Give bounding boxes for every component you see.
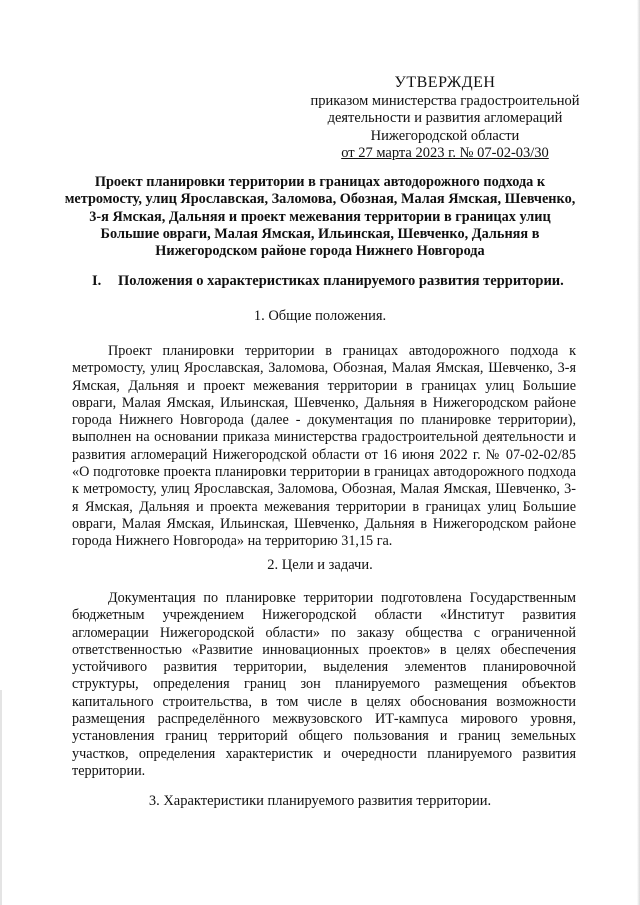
approval-line: приказом министерства градостроительной bbox=[310, 92, 580, 109]
approval-block bbox=[300, 74, 590, 163]
paragraph-goals: Документация по планировке территории подготовлена Государственным бюджетным учреждением Нижегородской области «Институт развития агломерации Нижегородской области» по заказу общества с ограниченной ответственностью «Развитие инновационных проектов» в целях обеспечения устойчивого развития территории, выделения элементов планировочной структуры, определения границ зон планируемого размещения объектов капитального строительства, в том числе в целях обоснования возможности размещения распределённого межвузовского ИТ-кампуса мирового уровня, установления границ территорий общего пользования и границ земельных участков, определения характеристик и очередности планируемого развития территории. bbox=[72, 590, 576, 779]
subsection-characteristics: 3. Характеристики планируемого развития территории. bbox=[148, 793, 492, 809]
section-number: I. bbox=[92, 273, 102, 289]
approval-line: деятельности и развития агломераций bbox=[327, 110, 563, 126]
section-heading bbox=[72, 273, 592, 290]
document-title: Проект планировки территории в границах автодорожного подхода к метромосту, улиц Ярославская, Заломова, Обозная, Малая Ямская, Шевченко, 3-я Ямская, Дальняя и проект межевания территории в границах улиц Большие овраги, Малая Ямская, Ильинская, Шевченко, Дальняя в Нижегородском районе города Нижнего Новгорода bbox=[64, 174, 576, 260]
approval-stamp: УТВЕРЖДЕН bbox=[394, 74, 496, 91]
approval-date: от 27 марта 2023 г. № 07-02-03/30 bbox=[341, 145, 549, 161]
scan-edge-mark bbox=[0, 690, 2, 905]
subsection-general: 1. Общие положения. bbox=[253, 308, 387, 324]
paragraph-general: Проект планировки территории в границах автодорожного подхода к метромосту, улиц Ярославская, Заломова, Обозная, Малая Ямская, Шевченко, 3-я Ямская, Дальняя и проект межевания территории в границах улиц Большие овраги, Малая Ямская, Ильинская, Шевченко, Дальняя в Нижегородском районе города Нижнего Новгорода (далее - документация по планировке территории), выполнен на основании приказа министерства градостроительной деятельности и развития агломераций Нижегородской области от 16 июня 2022 г. № 07-02-02/85 «О подготовке проекта планировки территории в границах автодорожного подхода к метромосту, улиц Ярославская, Заломова, Обозная, Малая Ямская, Шевченко, 3-я Ямская, Дальняя и проекта межевания территории в границах улиц Большие овраги, Малая Ямская, Ильинская, Шевченко, Дальняя в Нижегородском районе города Нижнего Новгорода» на территорию 31,15 га. bbox=[72, 343, 576, 550]
approval-line: Нижегородской области bbox=[370, 127, 520, 144]
subsection-goals: 2. Цели и задачи. bbox=[267, 557, 373, 573]
section-heading-text: Положения о характеристиках планируемого развития территории. bbox=[118, 273, 564, 289]
